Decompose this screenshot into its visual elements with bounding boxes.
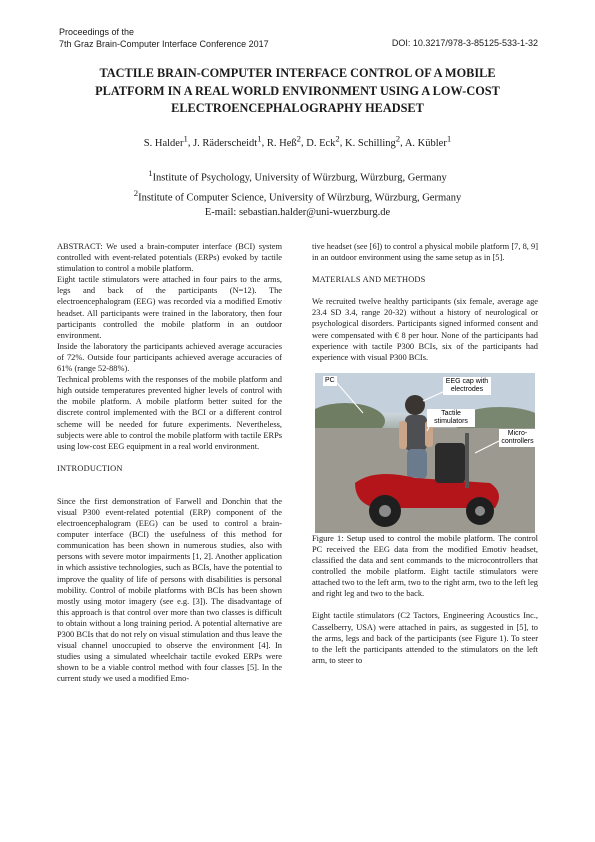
paper-title — [50, 65, 545, 118]
author: R. Heß$^2$ — [266, 133, 301, 149]
abstract-paragraph: Inside the laboratory the participants achieved average accuracies of 72%. Outside four participants achieved average accuracies of 61% (range 52-88%). — [57, 341, 282, 374]
title-line-2: PLATFORM IN A REAL WORLD ENVIRONMENT USING A LOW-COST — [95, 83, 500, 98]
section-heading-introduction: INTRODUCTION — [57, 463, 123, 473]
figure-caption: Figure 1: Setup used to control the mobile platform. The control PC received the EEG data from the modified Emotiv headset, classified the data and sent commands to the microcontrollers that controlled the mobile platform. Eight tactile stimulators were attached two to the left arm, two to the right arm, two to the left leg and right leg and two to the back. — [312, 533, 538, 599]
right-column — [312, 241, 538, 666]
figure-label-microcontrollers: Micro-controllers — [499, 429, 535, 447]
abstract-paragraph: Eight tactile stimulators were attached in four pairs to the arms, legs and back of the participants (N=12). The electroencephalogram (EEG) was recorded via a modified Emotiv headset. All participants were trained in the laboratory, then four participants controlled the mobile platform in an outdoor environment. — [57, 275, 282, 340]
affiliation: $^2$Institute of Computer Science, University of Würzburg, Würzburg, Germany — [133, 187, 462, 203]
figure-1-photo — [315, 373, 535, 533]
abstract-paragraph: ABSTRACT: We used a brain-computer interface (BCI) system controlled with event-related potentials (ERPs) evoked by tactile stimulation to control a mobile platform. — [57, 242, 282, 274]
proceedings-line-2: 7th Graz Brain-Computer Interface Conference 2017 — [59, 39, 269, 49]
body-paragraph: tive headset (see [6]) to control a physical mobile platform [7, 8, 9] in an outdoor environment using the same setup as in [5]. — [312, 242, 538, 263]
author: K. Schilling$^2$ — [345, 133, 401, 149]
setup-photo-illustration — [315, 373, 535, 533]
body-paragraph: Eight tactile stimulators (C2 Tactors, Engineering Acoustics Inc., Casselberry, USA) were attached in pairs, as suggested in [5], to the arms, legs and back of the participants (see Figure 1). To steer to the left the participants attended to the stimulators on the left arm, to steer to — [312, 611, 538, 665]
doi: DOI: 10.3217/978-3-85125-533-1-32 — [391, 38, 538, 48]
author: D. Eck$^2$ — [306, 133, 340, 149]
title-line-3: ELECTROENCEPHALOGRAPHY HEADSET — [171, 101, 424, 115]
author-list: S. Halder$^1$, J. Räderscheidt$^1$, R. Heß$^2$, D. Eck$^2$, K. Schilling$^2$, A. Kübler$^1$ — [143, 133, 452, 149]
author: J. Räderscheidt$^1$ — [193, 133, 262, 149]
abstract-paragraph: Technical problems with the responses of the mobile platform and high outside temperatures prevented higher levels of control with the mobile platform. A mobile platform better suited for the discrete control implemented with the BCI or a different control scheme will be needed for future experiments. Nevertheless, subjects were able to control the mobile platform with tactile ERPs using low-cost EEG equipment in a real world environment. — [57, 375, 282, 451]
section-heading-methods: MATERIALS AND METHODS — [312, 275, 426, 285]
affiliation: $^1$Institute of Psychology, University of Würzburg, Würzburg, Germany — [148, 168, 447, 184]
figure-label-tactile-stimulators: Tactile stimulators — [427, 409, 475, 427]
figure-label-eeg-cap: EEG cap with electrodes — [443, 377, 491, 395]
title-line-1: TACTILE BRAIN-COMPUTER INTERFACE CONTROL OF A MOBILE — [99, 66, 496, 80]
author: A. Kübler$^1$ — [404, 133, 452, 149]
author: S. Halder$^1$ — [143, 133, 188, 149]
proceedings-line-1: Proceedings of the — [59, 27, 135, 37]
affiliations — [0, 166, 595, 205]
proceedings-info — [59, 26, 269, 50]
body-paragraph: We recruited twelve healthy participants (six female, average age 23.4 SD 3.4, range 20-32) without a history of neurological or psychological disorders. Participants signed informed consent and were compensated with € 8 per hour. None of the participants had experience with tactile P300 BCIs, six of the participants had experience with visual P300 BCIs. — [312, 297, 538, 362]
figure-label-pc: PC — [325, 376, 335, 384]
left-column — [57, 241, 282, 684]
contact-email[interactable]: E-mail: sebastian.halder@uni-wuerzburg.de — [204, 207, 391, 218]
body-paragraph: Since the first demonstration of Farwell and Donchin that the visual P300 event-related potential (ERP) component of the electroencephalogram (EEG) can be used to control a brain-computer interface (BCI) the usefulness of this method for communication has been shown in numerous studies, also with persons with severe motor impairments [1, 2]. Another application in which assistive technologies, such as BCIs, have the potential to improve the quality of life of persons with disabilities is personal mobility. Control of mobile platforms with BCIs has been shown mostly using motor imagery (see e.g. [3]). The disadvantage of this approach is that control over more than two classes is difficult to obtain without a long training period. A potential alternative are P300 BCIs that do not rely on visual stimulation and thus leave the visual channel unoccupied to observe the environment [4]. In studies using a simulated wheelchair tactile evoked ERPs were shown to be a viable control method with four classes [5]. In the current study we used a modified Emo- — [57, 496, 282, 684]
